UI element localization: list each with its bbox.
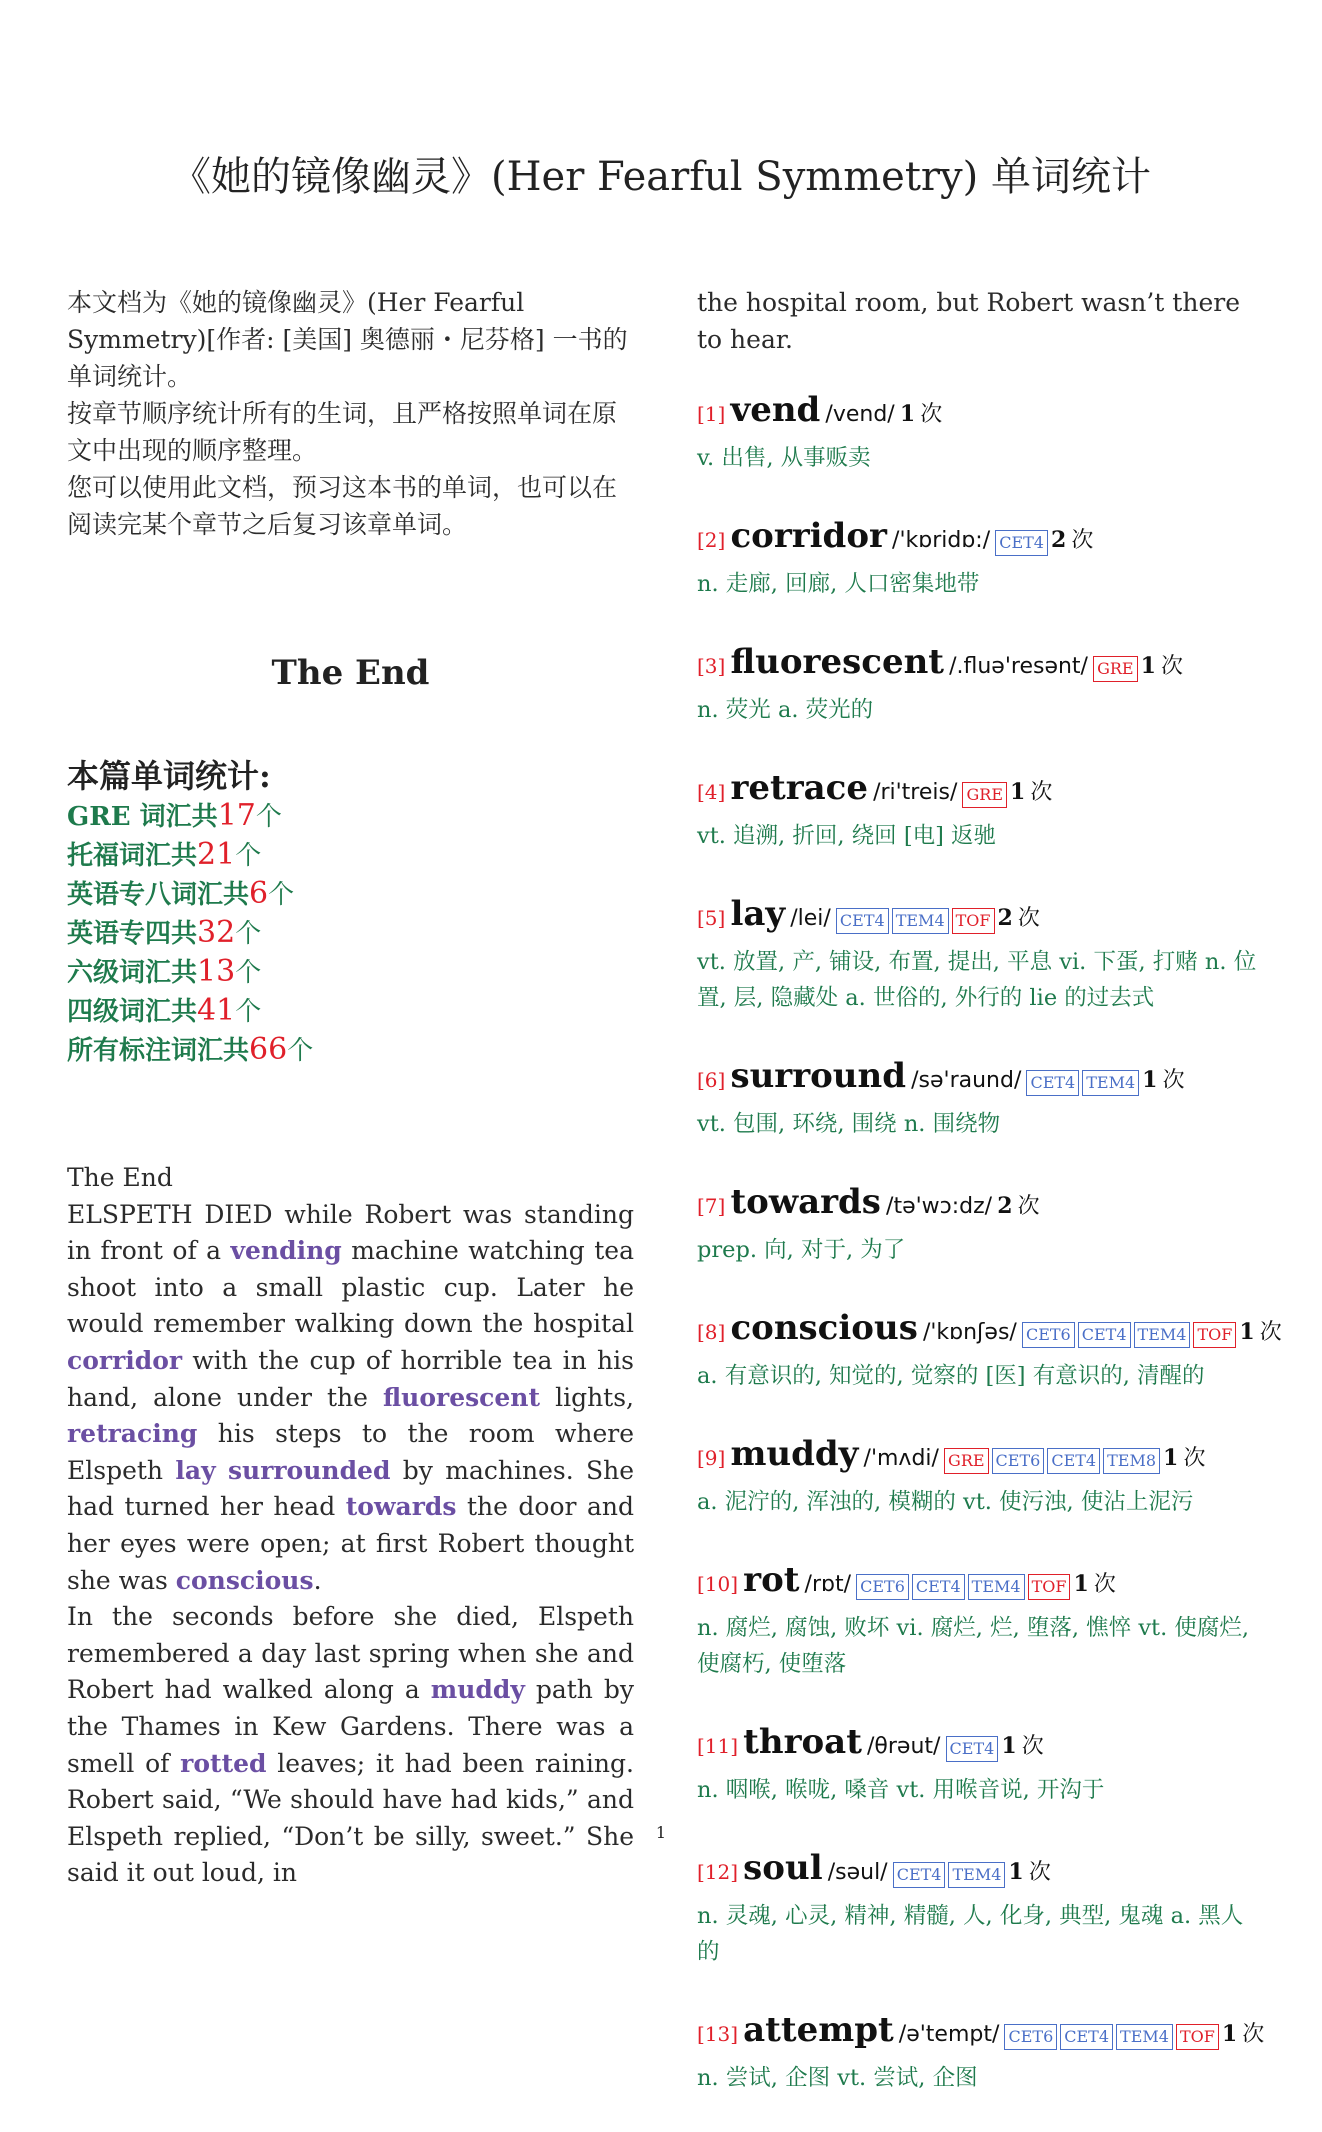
count-suffix: 次 xyxy=(1017,906,1040,931)
stat-unit: 个 xyxy=(255,802,282,832)
count-suffix: 次 xyxy=(1071,528,1094,553)
level-tag: CET4 xyxy=(912,1574,965,1600)
entry-phonetic: /sə'raund/ xyxy=(911,1068,1022,1093)
entry-phonetic: /'kɒridɒ:/ xyxy=(892,528,991,553)
highlighted-word: lay xyxy=(175,1455,216,1485)
highlighted-word: muddy xyxy=(430,1675,525,1705)
entry-definition: n. 咽喉, 喉咙, 嗓音 vt. 用喉音说, 开沟于 xyxy=(697,1777,1105,1803)
highlighted-word: towards xyxy=(345,1492,457,1522)
entry-phonetic: /.fluə'resənt/ xyxy=(949,654,1088,679)
entry-count: 1 xyxy=(1140,653,1156,679)
stat-count: 17 xyxy=(217,798,256,833)
highlighted-word: corridor xyxy=(67,1345,183,1375)
count-suffix: 次 xyxy=(1028,1860,1051,1885)
entry-index: [4] xyxy=(697,780,726,804)
stat-count: 21 xyxy=(197,837,236,872)
vocab-entry xyxy=(697,512,1265,602)
level-tag: TEM4 xyxy=(892,908,949,934)
stat-line xyxy=(67,836,634,875)
page-title: 《她的镜像幽灵》(Her Fearful Symmetry) 单词统计 xyxy=(171,154,1151,200)
vocab-entry xyxy=(697,1718,1265,1808)
entry-word: lay xyxy=(730,894,786,934)
stat-line xyxy=(67,953,634,992)
text-run xyxy=(216,1456,228,1485)
entry-count: 1 xyxy=(1221,2021,1238,2047)
count-suffix: 次 xyxy=(1017,1194,1040,1219)
level-tag: CET4 xyxy=(1047,1448,1100,1474)
entry-count: 1 xyxy=(1073,1571,1089,1597)
section-heading: The End xyxy=(271,653,430,693)
level-tag: TOF xyxy=(1176,2024,1219,2050)
highlighted-word: vending xyxy=(230,1236,342,1266)
text-run: In the seconds before she died, Elspeth remembered a day last spring when she and Robert had walked along a xyxy=(67,1602,634,1705)
vocab-entry xyxy=(697,1430,1265,1520)
entry-definition: n. 腐烂, 腐蚀, 败坏 vi. 腐烂, 烂, 堕落, 憔悴 vt. 使腐烂, 使腐朽, 使堕落 xyxy=(697,1615,1250,1677)
entry-count: 1 xyxy=(899,401,916,427)
stat-count: 41 xyxy=(197,993,236,1028)
intro-line: 本文档为《她的镜像幽灵》(Her Fearful Symmetry)[作者: [美国] 奥德丽・尼芬格] 一书的单词统计。 xyxy=(67,288,628,391)
level-tag: CET4 xyxy=(946,1736,999,1762)
entry-head xyxy=(697,890,1265,944)
stat-label: 托福词汇共 xyxy=(67,841,198,871)
text-run: machine watching tea shoot into a small plastic cup. Later he would remember walking down the hospital xyxy=(67,1236,634,1339)
entry-phonetic: /səul/ xyxy=(827,1860,888,1885)
entry-index: [9] xyxy=(697,1446,726,1470)
entry-count: 2 xyxy=(997,1193,1013,1219)
entry-phonetic: /ə'tempt/ xyxy=(898,2022,1000,2047)
story-paragraph xyxy=(67,1599,634,1892)
level-tag: CET6 xyxy=(1004,2024,1057,2050)
text-run: with the cup of horrible tea in his hand, alone under the xyxy=(67,1345,634,1412)
level-tag: CET6 xyxy=(1022,1322,1075,1348)
level-tag: TEM8 xyxy=(1103,1448,1160,1474)
stat-unit: 个 xyxy=(235,997,262,1027)
entry-phonetic: /rɒt/ xyxy=(804,1572,852,1597)
vocab-entry xyxy=(697,1178,1265,1268)
stat-label: 所有标注词汇共 xyxy=(67,1036,250,1066)
entry-count: 1 xyxy=(1010,779,1026,805)
vocab-entry xyxy=(697,638,1265,728)
entry-index: [10] xyxy=(697,1572,739,1596)
count-suffix: 次 xyxy=(1021,1734,1044,1759)
entry-definition: n. 走廊, 回廊, 人口密集地带 xyxy=(697,571,980,597)
stat-line xyxy=(67,875,634,914)
stat-label: 英语专四共 xyxy=(67,919,198,949)
entry-count: 1 xyxy=(1163,1445,1179,1471)
level-tag: TOF xyxy=(1193,1322,1236,1348)
stat-unit: 个 xyxy=(235,919,262,949)
vocab-entry xyxy=(697,386,1265,476)
entry-head xyxy=(697,2006,1265,2060)
entry-phonetic: /ri'treis/ xyxy=(873,780,958,805)
entry-word: soul xyxy=(743,1848,823,1888)
entry-index: [7] xyxy=(697,1194,726,1218)
level-tag: GRE xyxy=(1093,656,1138,682)
entry-word: surround xyxy=(730,1056,907,1096)
entry-word: attempt xyxy=(743,2010,894,2050)
stat-count: 32 xyxy=(197,915,236,950)
stat-label: 六级词汇共 xyxy=(67,958,198,988)
level-tag: TEM4 xyxy=(948,1862,1005,1888)
right-column xyxy=(697,284,1282,2132)
text-run: lights, xyxy=(540,1382,634,1412)
entry-head xyxy=(697,512,1265,566)
entry-head xyxy=(697,764,1265,818)
level-tag: CET4 xyxy=(1060,2024,1113,2050)
count-suffix: 次 xyxy=(1093,1572,1116,1597)
level-tag: CET4 xyxy=(995,530,1048,556)
count-suffix: 次 xyxy=(920,402,943,427)
highlighted-word: fluorescent xyxy=(383,1382,541,1412)
entry-index: [13] xyxy=(697,2022,739,2046)
entry-head xyxy=(697,1052,1265,1106)
page-number: 1 xyxy=(655,1823,667,1842)
stat-count: 66 xyxy=(249,1032,288,1067)
entry-phonetic: /θrəut/ xyxy=(867,1734,941,1759)
level-tag: CET4 xyxy=(836,908,889,934)
entry-index: [11] xyxy=(697,1734,739,1758)
vocab-entry xyxy=(697,764,1265,854)
stat-unit: 个 xyxy=(235,841,262,871)
text-run: path by the Thames in Kew Gardens. There was a smell of xyxy=(67,1675,635,1778)
stat-label: 英语专八词汇共 xyxy=(67,880,250,910)
entry-count: 1 xyxy=(1142,1067,1158,1093)
stat-line xyxy=(67,797,634,836)
highlighted-word: retracing xyxy=(67,1419,198,1449)
text-run: leaves; it had been raining. Robert said, “We should have had kids,” and Elspeth replied, “Don’t be silly, sweet.” She said it out loud, in xyxy=(67,1748,634,1888)
level-tag: TEM4 xyxy=(1082,1070,1139,1096)
stat-unit: 个 xyxy=(235,958,262,988)
entry-phonetic: /vend/ xyxy=(825,402,895,427)
highlighted-word: conscious xyxy=(175,1565,314,1595)
story-continuation: the hospital room, but Robert wasn’t there to hear. xyxy=(697,288,1240,354)
stat-label: GRE 词汇共 xyxy=(67,802,218,832)
count-suffix: 次 xyxy=(1162,1068,1185,1093)
intro-line: 按章节顺序统计所有的生词，且严格按照单词在原文中出现的顺序整理。 xyxy=(67,399,618,465)
entry-definition: v. 出售, 从事贩卖 xyxy=(697,445,871,471)
level-tag: GRE xyxy=(944,1448,989,1474)
entry-head xyxy=(697,638,1265,692)
stat-line xyxy=(67,1031,634,1070)
entry-count: 1 xyxy=(1001,1733,1017,1759)
count-suffix: 次 xyxy=(1242,2022,1265,2047)
entry-index: [3] xyxy=(697,654,726,678)
entry-definition: n. 尝试, 企图 vt. 尝试, 企图 xyxy=(697,2065,978,2091)
entry-head xyxy=(697,1718,1265,1772)
entry-count: 2 xyxy=(997,905,1013,931)
entry-definition: vt. 追溯, 折回, 绕回 [电] 返驰 xyxy=(697,823,997,849)
stat-line xyxy=(67,992,634,1031)
stat-label: 四级词汇共 xyxy=(67,997,198,1027)
entry-definition: n. 灵魂, 心灵, 精神, 精髓, 人, 化身, 典型, 鬼魂 a. 黑人的 xyxy=(697,1903,1244,1965)
text-run: the door and her eyes were open; at first Robert thought she was xyxy=(67,1492,634,1595)
entry-count: 1 xyxy=(1239,1319,1255,1345)
entry-word: corridor xyxy=(730,516,887,556)
stat-count: 13 xyxy=(197,954,236,989)
entry-definition: a. 有意识的, 知觉的, 觉察的 [医] 有意识的, 清醒的 xyxy=(697,1363,1205,1389)
level-tag: CET4 xyxy=(1078,1322,1131,1348)
entry-head xyxy=(697,1430,1265,1484)
level-tag: CET6 xyxy=(992,1448,1045,1474)
stat-unit: 个 xyxy=(287,1036,314,1066)
vocab-entry xyxy=(697,890,1265,1016)
entry-index: [8] xyxy=(697,1320,726,1344)
entry-phonetic: /'kɒnʃəs/ xyxy=(922,1320,1017,1345)
entry-word: conscious xyxy=(730,1308,918,1348)
entry-phonetic: /tə'wɔ:dz/ xyxy=(886,1194,993,1219)
text-run: by machines. She had turned her head xyxy=(67,1455,635,1522)
entry-word: rot xyxy=(743,1560,800,1600)
entry-word: muddy xyxy=(730,1434,859,1474)
level-tag: CET4 xyxy=(1026,1070,1079,1096)
intro-line: 您可以使用此文档，预习这本书的单词，也可以在阅读完某个章节之后复习该章单词。 xyxy=(67,473,618,539)
count-suffix: 次 xyxy=(1183,1446,1206,1471)
entry-definition: vt. 包围, 环绕, 围绕 n. 围绕物 xyxy=(697,1111,1001,1137)
vocab-entry xyxy=(697,2006,1265,2096)
entry-head xyxy=(697,1556,1265,1610)
stat-unit: 个 xyxy=(268,880,295,910)
entry-count: 2 xyxy=(1050,527,1067,553)
highlighted-word: surrounded xyxy=(227,1455,391,1485)
level-tag: TOF xyxy=(1028,1574,1071,1600)
stats-list xyxy=(67,797,634,1070)
story-heading: The End xyxy=(67,1163,173,1192)
entry-definition: vt. 放置, 产, 铺设, 布置, 提出, 平息 vi. 下蛋, 打赌 n. 位置, 层, 隐藏处 a. 世俗的, 外行的 lie 的过去式 xyxy=(697,949,1257,1011)
entry-index: [1] xyxy=(697,402,726,426)
vocab-entry xyxy=(697,1304,1282,1394)
level-tag: CET4 xyxy=(893,1862,946,1888)
entry-phonetic: /lei/ xyxy=(790,906,831,931)
entry-head xyxy=(697,1844,1265,1898)
entry-index: [2] xyxy=(697,528,726,552)
vocab-entry xyxy=(697,1844,1265,1970)
story-text xyxy=(67,1160,634,1892)
entry-index: [5] xyxy=(697,906,726,930)
text-run: . xyxy=(313,1565,322,1595)
entry-word: fluorescent xyxy=(730,642,944,682)
entry-word: retrace xyxy=(730,768,868,808)
stat-count: 6 xyxy=(249,876,269,911)
entry-definition: a. 泥泞的, 浑浊的, 模糊的 vt. 使污浊, 使沾上泥污 xyxy=(697,1489,1194,1515)
entry-head xyxy=(697,386,1265,440)
level-tag: TEM4 xyxy=(1134,1322,1191,1348)
level-tag: GRE xyxy=(962,782,1007,808)
entry-definition: prep. 向, 对于, 为了 xyxy=(697,1237,906,1263)
highlighted-word: rotted xyxy=(180,1748,267,1778)
stat-line xyxy=(67,914,634,953)
level-tag: TEM4 xyxy=(1116,2024,1173,2050)
vocab-entry xyxy=(697,1556,1265,1682)
level-tag: TEM4 xyxy=(968,1574,1025,1600)
text-run: ELSPETH DIED while Robert was standing in front of a xyxy=(67,1199,634,1266)
count-suffix: 次 xyxy=(1259,1320,1282,1345)
entry-word: throat xyxy=(743,1722,862,1762)
left-column xyxy=(67,284,634,1892)
entry-head xyxy=(697,1304,1282,1358)
entry-index: [12] xyxy=(697,1860,739,1884)
entry-word: vend xyxy=(730,390,821,430)
entry-definition: n. 荧光 a. 荧光的 xyxy=(697,697,874,723)
level-tag: CET6 xyxy=(856,1574,909,1600)
entry-index: [6] xyxy=(697,1068,726,1092)
entry-word: towards xyxy=(730,1182,881,1222)
story-paragraph xyxy=(67,1197,634,1600)
entry-count: 1 xyxy=(1008,1859,1024,1885)
text-run: his steps to the room where Elspeth xyxy=(67,1419,634,1485)
entry-phonetic: /'mʌdi/ xyxy=(863,1446,939,1471)
count-suffix: 次 xyxy=(1160,654,1183,679)
vocab-entry xyxy=(697,1052,1265,1142)
entry-head xyxy=(697,1178,1265,1232)
count-suffix: 次 xyxy=(1030,780,1053,805)
stats-title: 本篇单词统计: xyxy=(67,757,271,795)
level-tag: TOF xyxy=(952,908,995,934)
intro xyxy=(67,284,634,543)
